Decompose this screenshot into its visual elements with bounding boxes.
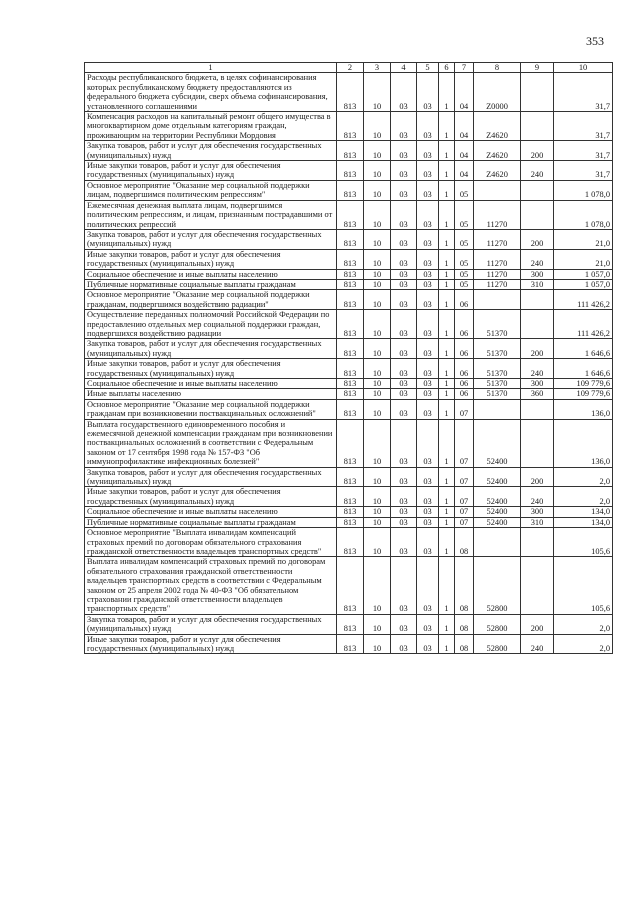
- cell-activity-code: 06: [455, 290, 474, 310]
- cell-target-article-code: 52400: [474, 467, 521, 487]
- cell-activity-code: 08: [455, 614, 474, 634]
- cell-subsection-code: 03: [391, 517, 417, 527]
- row-description: Ежемесячная денежная выплата лицам, подвергшимся политическим репрессиям, и лицам, признанным пострадавшими от политических репрессий: [85, 200, 337, 229]
- cell-amount: 2,0: [554, 634, 613, 654]
- table-row: [85, 180, 613, 200]
- cell-program-code: 03: [417, 399, 439, 419]
- cell-section-code: 10: [364, 180, 391, 200]
- table-row: [85, 200, 613, 229]
- column-header: 10: [554, 63, 613, 73]
- table-row: [85, 528, 613, 557]
- cell-section-code: 10: [364, 161, 391, 181]
- cell-subprogram-code: 1: [439, 200, 455, 229]
- column-header: 5: [417, 63, 439, 73]
- cell-activity-code: 06: [455, 359, 474, 379]
- cell-ministry-code: 813: [337, 249, 364, 269]
- cell-subprogram-code: 1: [439, 279, 455, 289]
- cell-ministry-code: 813: [337, 359, 364, 379]
- cell-target-article-code: 11270: [474, 279, 521, 289]
- cell-subprogram-code: 1: [439, 467, 455, 487]
- table-row: [85, 310, 613, 339]
- column-header: 2: [337, 63, 364, 73]
- cell-target-article-code: [474, 399, 521, 419]
- cell-activity-code: 06: [455, 389, 474, 399]
- cell-section-code: 10: [364, 419, 391, 467]
- cell-amount: 1 078,0: [554, 180, 613, 200]
- cell-program-code: 03: [417, 528, 439, 557]
- cell-subprogram-code: 1: [439, 379, 455, 389]
- cell-subprogram-code: 1: [439, 419, 455, 467]
- cell-expense-type-code: 360: [521, 389, 554, 399]
- cell-ministry-code: 813: [337, 339, 364, 359]
- cell-target-article-code: 51370: [474, 379, 521, 389]
- table-row: [85, 269, 613, 279]
- cell-expense-type-code: [521, 419, 554, 467]
- cell-expense-type-code: [521, 200, 554, 229]
- cell-section-code: 10: [364, 359, 391, 379]
- cell-target-article-code: 11270: [474, 200, 521, 229]
- cell-subprogram-code: 1: [439, 249, 455, 269]
- cell-expense-type-code: 200: [521, 229, 554, 249]
- cell-expense-type-code: 240: [521, 249, 554, 269]
- row-description: Иные закупки товаров, работ и услуг для обеспечения государственных (муниципальных) нужд: [85, 161, 337, 181]
- cell-ministry-code: 813: [337, 161, 364, 181]
- cell-activity-code: 08: [455, 528, 474, 557]
- cell-program-code: 03: [417, 180, 439, 200]
- cell-expense-type-code: 310: [521, 517, 554, 527]
- cell-program-code: 03: [417, 161, 439, 181]
- cell-activity-code: 04: [455, 73, 474, 112]
- cell-target-article-code: 52400: [474, 487, 521, 507]
- cell-section-code: 10: [364, 112, 391, 141]
- cell-program-code: 03: [417, 249, 439, 269]
- cell-target-article-code: Z0000: [474, 73, 521, 112]
- cell-subsection-code: 03: [391, 180, 417, 200]
- cell-target-article-code: 11270: [474, 269, 521, 279]
- cell-amount: 111 426,2: [554, 290, 613, 310]
- cell-target-article-code: 51370: [474, 389, 521, 399]
- column-header: 3: [364, 63, 391, 73]
- row-description: Расходы республиканского бюджета, в целях софинансирования которых республиканскому бюджету предоставляются из федерального бюджета субсидии, сверх объема софинансирования, установленного соглашениями: [85, 73, 337, 112]
- row-description: Закупка товаров, работ и услуг для обеспечения государственных (муниципальных) нужд: [85, 229, 337, 249]
- row-description: Публичные нормативные социальные выплаты гражданам: [85, 279, 337, 289]
- cell-target-article-code: 52400: [474, 419, 521, 467]
- row-description: Основное мероприятие "Оказание мер социальной поддержки гражданам, подвергшимся воздействию радиации": [85, 290, 337, 310]
- cell-ministry-code: 813: [337, 290, 364, 310]
- cell-target-article-code: [474, 290, 521, 310]
- cell-target-article-code: 51370: [474, 310, 521, 339]
- cell-ministry-code: 813: [337, 379, 364, 389]
- cell-expense-type-code: [521, 557, 554, 614]
- cell-subprogram-code: 1: [439, 517, 455, 527]
- cell-amount: 111 426,2: [554, 310, 613, 339]
- cell-program-code: 03: [417, 73, 439, 112]
- cell-subsection-code: 03: [391, 507, 417, 517]
- cell-subprogram-code: 1: [439, 507, 455, 517]
- cell-program-code: 03: [417, 310, 439, 339]
- cell-subsection-code: 03: [391, 359, 417, 379]
- cell-amount: 109 779,6: [554, 389, 613, 399]
- cell-expense-type-code: 240: [521, 161, 554, 181]
- cell-amount: 136,0: [554, 399, 613, 419]
- cell-subprogram-code: 1: [439, 141, 455, 161]
- page-number: 353: [586, 34, 604, 48]
- cell-amount: 1 646,6: [554, 339, 613, 359]
- cell-activity-code: 04: [455, 161, 474, 181]
- row-description: Осуществление переданных полномочий Российской Федерации по предоставлению отдельных мер социальной поддержки граждан, подвергшихся воздействию радиации: [85, 310, 337, 339]
- cell-subprogram-code: 1: [439, 112, 455, 141]
- cell-subprogram-code: 1: [439, 614, 455, 634]
- cell-subsection-code: 03: [391, 112, 417, 141]
- cell-activity-code: 05: [455, 269, 474, 279]
- cell-target-article-code: 11270: [474, 249, 521, 269]
- row-description: Иные закупки товаров, работ и услуг для обеспечения государственных (муниципальных) нужд: [85, 487, 337, 507]
- table-row: [85, 249, 613, 269]
- cell-subsection-code: 03: [391, 269, 417, 279]
- cell-ministry-code: 813: [337, 419, 364, 467]
- cell-subprogram-code: 1: [439, 399, 455, 419]
- cell-section-code: 10: [364, 399, 391, 419]
- cell-activity-code: 07: [455, 487, 474, 507]
- cell-activity-code: 06: [455, 339, 474, 359]
- cell-amount: 31,7: [554, 141, 613, 161]
- cell-subsection-code: 03: [391, 290, 417, 310]
- cell-program-code: 03: [417, 229, 439, 249]
- cell-target-article-code: [474, 528, 521, 557]
- cell-expense-type-code: 300: [521, 507, 554, 517]
- table-row: [85, 389, 613, 399]
- table-row: [85, 517, 613, 527]
- cell-subsection-code: 03: [391, 467, 417, 487]
- cell-activity-code: 04: [455, 112, 474, 141]
- cell-ministry-code: 813: [337, 399, 364, 419]
- cell-target-article-code: 51370: [474, 339, 521, 359]
- cell-subprogram-code: 1: [439, 73, 455, 112]
- row-description: Социальное обеспечение и иные выплаты населению: [85, 507, 337, 517]
- cell-amount: 134,0: [554, 517, 613, 527]
- table-row: [85, 399, 613, 419]
- cell-amount: 105,6: [554, 557, 613, 614]
- column-header: 8: [474, 63, 521, 73]
- cell-activity-code: 06: [455, 379, 474, 389]
- cell-program-code: 03: [417, 141, 439, 161]
- cell-target-article-code: 52800: [474, 614, 521, 634]
- cell-section-code: 10: [364, 614, 391, 634]
- cell-expense-type-code: 200: [521, 614, 554, 634]
- cell-amount: 21,0: [554, 249, 613, 269]
- cell-ministry-code: 813: [337, 279, 364, 289]
- cell-section-code: 10: [364, 290, 391, 310]
- cell-subprogram-code: 1: [439, 557, 455, 614]
- table-row: [85, 229, 613, 249]
- table-row: [85, 614, 613, 634]
- cell-ministry-code: 813: [337, 269, 364, 279]
- column-header: 4: [391, 63, 417, 73]
- cell-expense-type-code: [521, 310, 554, 339]
- cell-amount: 2,0: [554, 614, 613, 634]
- table-row: [85, 161, 613, 181]
- table-row: [85, 359, 613, 379]
- row-description: Закупка товаров, работ и услуг для обеспечения государственных (муниципальных) нужд: [85, 339, 337, 359]
- cell-section-code: 10: [364, 279, 391, 289]
- row-description: Закупка товаров, работ и услуг для обеспечения государственных (муниципальных) нужд: [85, 614, 337, 634]
- cell-section-code: 10: [364, 557, 391, 614]
- cell-subsection-code: 03: [391, 339, 417, 359]
- cell-amount: 1 078,0: [554, 200, 613, 229]
- cell-subprogram-code: 1: [439, 487, 455, 507]
- cell-activity-code: 08: [455, 557, 474, 614]
- cell-expense-type-code: 200: [521, 467, 554, 487]
- cell-program-code: 03: [417, 389, 439, 399]
- row-description: Социальное обеспечение и иные выплаты населению: [85, 269, 337, 279]
- cell-expense-type-code: [521, 180, 554, 200]
- cell-activity-code: 07: [455, 399, 474, 419]
- table-row: [85, 290, 613, 310]
- cell-program-code: 03: [417, 200, 439, 229]
- cell-subprogram-code: 1: [439, 528, 455, 557]
- cell-expense-type-code: [521, 528, 554, 557]
- cell-section-code: 10: [364, 517, 391, 527]
- cell-subprogram-code: 1: [439, 339, 455, 359]
- cell-subsection-code: 03: [391, 141, 417, 161]
- cell-program-code: 03: [417, 614, 439, 634]
- row-description: Закупка товаров, работ и услуг для обеспечения государственных (муниципальных) нужд: [85, 467, 337, 487]
- cell-expense-type-code: [521, 290, 554, 310]
- cell-subsection-code: 03: [391, 487, 417, 507]
- cell-section-code: 10: [364, 487, 391, 507]
- cell-expense-type-code: 310: [521, 279, 554, 289]
- cell-section-code: 10: [364, 507, 391, 517]
- cell-subsection-code: 03: [391, 279, 417, 289]
- cell-subprogram-code: 1: [439, 310, 455, 339]
- cell-ministry-code: 813: [337, 229, 364, 249]
- cell-activity-code: 07: [455, 517, 474, 527]
- cell-amount: 105,6: [554, 528, 613, 557]
- cell-ministry-code: 813: [337, 507, 364, 517]
- cell-expense-type-code: [521, 399, 554, 419]
- row-description: Основное мероприятие "Оказание мер социальной поддержки лицам, подвергшимся политическим репрессиям": [85, 180, 337, 200]
- cell-program-code: 03: [417, 269, 439, 279]
- cell-subsection-code: 03: [391, 389, 417, 399]
- cell-activity-code: 05: [455, 279, 474, 289]
- table-row: [85, 379, 613, 389]
- cell-subprogram-code: 1: [439, 290, 455, 310]
- row-description: Публичные нормативные социальные выплаты гражданам: [85, 517, 337, 527]
- cell-ministry-code: 813: [337, 112, 364, 141]
- cell-target-article-code: 52800: [474, 557, 521, 614]
- cell-ministry-code: 813: [337, 389, 364, 399]
- cell-target-article-code: [474, 180, 521, 200]
- cell-section-code: 10: [364, 528, 391, 557]
- cell-ministry-code: 813: [337, 487, 364, 507]
- column-header: 9: [521, 63, 554, 73]
- cell-amount: 1 057,0: [554, 269, 613, 279]
- cell-activity-code: 07: [455, 419, 474, 467]
- cell-subsection-code: 03: [391, 161, 417, 181]
- column-header: 6: [439, 63, 455, 73]
- cell-expense-type-code: 300: [521, 269, 554, 279]
- table-row: [85, 419, 613, 467]
- cell-subsection-code: 03: [391, 419, 417, 467]
- cell-subprogram-code: 1: [439, 161, 455, 181]
- row-description: Компенсация расходов на капитальный ремонт общего имущества в многоквартирном доме отдельным категориям граждан, проживающим на территории Республики Мордовия: [85, 112, 337, 141]
- cell-subsection-code: 03: [391, 528, 417, 557]
- cell-activity-code: 05: [455, 180, 474, 200]
- cell-section-code: 10: [364, 389, 391, 399]
- cell-subsection-code: 03: [391, 229, 417, 249]
- cell-section-code: 10: [364, 229, 391, 249]
- cell-program-code: 03: [417, 339, 439, 359]
- cell-target-article-code: 51370: [474, 359, 521, 379]
- cell-ministry-code: 813: [337, 73, 364, 112]
- cell-program-code: 03: [417, 634, 439, 654]
- cell-subsection-code: 03: [391, 200, 417, 229]
- row-description: Иные закупки товаров, работ и услуг для обеспечения государственных (муниципальных) нужд: [85, 249, 337, 269]
- cell-expense-type-code: 240: [521, 487, 554, 507]
- cell-program-code: 03: [417, 359, 439, 379]
- cell-target-article-code: 52800: [474, 634, 521, 654]
- cell-ministry-code: 813: [337, 557, 364, 614]
- cell-section-code: 10: [364, 379, 391, 389]
- cell-ministry-code: 813: [337, 180, 364, 200]
- table-row: [85, 112, 613, 141]
- table-row: [85, 557, 613, 614]
- cell-expense-type-code: [521, 73, 554, 112]
- cell-subsection-code: 03: [391, 614, 417, 634]
- cell-expense-type-code: 200: [521, 141, 554, 161]
- budget-table: [84, 62, 613, 654]
- table-row: [85, 73, 613, 112]
- cell-subprogram-code: 1: [439, 180, 455, 200]
- cell-subprogram-code: 1: [439, 269, 455, 279]
- cell-section-code: 10: [364, 200, 391, 229]
- cell-target-article-code: 52400: [474, 517, 521, 527]
- row-description: Иные закупки товаров, работ и услуг для обеспечения государственных (муниципальных) нужд: [85, 359, 337, 379]
- cell-subsection-code: 03: [391, 73, 417, 112]
- column-header: 1: [85, 63, 337, 73]
- cell-ministry-code: 813: [337, 634, 364, 654]
- cell-amount: 31,7: [554, 161, 613, 181]
- cell-program-code: 03: [417, 557, 439, 614]
- cell-ministry-code: 813: [337, 517, 364, 527]
- cell-subprogram-code: 1: [439, 389, 455, 399]
- cell-program-code: 03: [417, 507, 439, 517]
- cell-ministry-code: 813: [337, 141, 364, 161]
- cell-target-article-code: Z4620: [474, 112, 521, 141]
- cell-amount: 2,0: [554, 487, 613, 507]
- cell-program-code: 03: [417, 379, 439, 389]
- cell-section-code: 10: [364, 269, 391, 279]
- cell-ministry-code: 813: [337, 200, 364, 229]
- cell-section-code: 10: [364, 634, 391, 654]
- cell-amount: 2,0: [554, 467, 613, 487]
- table-row: [85, 507, 613, 517]
- cell-target-article-code: 11270: [474, 229, 521, 249]
- cell-activity-code: 05: [455, 200, 474, 229]
- cell-target-article-code: Z4620: [474, 141, 521, 161]
- cell-program-code: 03: [417, 467, 439, 487]
- table-row: [85, 279, 613, 289]
- cell-subsection-code: 03: [391, 557, 417, 614]
- cell-subsection-code: 03: [391, 634, 417, 654]
- cell-amount: 109 779,6: [554, 379, 613, 389]
- cell-program-code: 03: [417, 419, 439, 467]
- cell-amount: 1 646,6: [554, 359, 613, 379]
- cell-activity-code: 04: [455, 141, 474, 161]
- cell-program-code: 03: [417, 279, 439, 289]
- row-description: Иные закупки товаров, работ и услуг для обеспечения государственных (муниципальных) нужд: [85, 634, 337, 654]
- cell-amount: 136,0: [554, 419, 613, 467]
- cell-section-code: 10: [364, 141, 391, 161]
- cell-section-code: 10: [364, 467, 391, 487]
- cell-activity-code: 05: [455, 249, 474, 269]
- cell-program-code: 03: [417, 112, 439, 141]
- cell-program-code: 03: [417, 517, 439, 527]
- table-row: [85, 339, 613, 359]
- column-header: 7: [455, 63, 474, 73]
- cell-program-code: 03: [417, 487, 439, 507]
- cell-ministry-code: 813: [337, 614, 364, 634]
- cell-subsection-code: 03: [391, 249, 417, 269]
- cell-target-article-code: Z4620: [474, 161, 521, 181]
- row-description: Основное мероприятие "Выплата инвалидам компенсаций страховых премий по договорам обязательного страхования гражданской ответственности владельцев транспортных средств": [85, 528, 337, 557]
- cell-ministry-code: 813: [337, 528, 364, 557]
- cell-amount: 31,7: [554, 73, 613, 112]
- cell-activity-code: 08: [455, 634, 474, 654]
- cell-activity-code: 06: [455, 310, 474, 339]
- cell-activity-code: 07: [455, 507, 474, 517]
- cell-subsection-code: 03: [391, 379, 417, 389]
- table-row: [85, 467, 613, 487]
- cell-ministry-code: 813: [337, 467, 364, 487]
- row-description: Выплата государственного единовременного пособия и ежемесячной денежной компенсации гражданам при возникновении поствакцинальных осложнений в соответствии с Федеральным законом от 17 сентября 1998 года № 157-ФЗ "Об иммунопрофилактике инфекционных болезней": [85, 419, 337, 467]
- row-description: Основное мероприятие "Оказание мер социальной поддержки гражданам при возникновении поствакцинальных осложнений": [85, 399, 337, 419]
- cell-amount: 31,7: [554, 112, 613, 141]
- cell-expense-type-code: 240: [521, 359, 554, 379]
- row-description: Выплата инвалидам компенсаций страховых премий по договорам обязательного страхования гражданской ответственности владельцев транспортных средств в соответствии с Федеральным законом от 25 апреля 2002 года № 40-ФЗ "Об обязательном страховании гражданской ответственности владельцев транспортных средств": [85, 557, 337, 614]
- cell-activity-code: 07: [455, 467, 474, 487]
- table-row: [85, 141, 613, 161]
- cell-expense-type-code: 200: [521, 339, 554, 359]
- cell-expense-type-code: 300: [521, 379, 554, 389]
- row-description: Закупка товаров, работ и услуг для обеспечения государственных (муниципальных) нужд: [85, 141, 337, 161]
- cell-subprogram-code: 1: [439, 634, 455, 654]
- cell-activity-code: 05: [455, 229, 474, 249]
- cell-section-code: 10: [364, 249, 391, 269]
- cell-target-article-code: 52400: [474, 507, 521, 517]
- cell-expense-type-code: [521, 112, 554, 141]
- table-row: [85, 487, 613, 507]
- cell-ministry-code: 813: [337, 310, 364, 339]
- row-description: Социальное обеспечение и иные выплаты населению: [85, 379, 337, 389]
- cell-subprogram-code: 1: [439, 359, 455, 379]
- table-row: [85, 634, 613, 654]
- cell-amount: 134,0: [554, 507, 613, 517]
- cell-subprogram-code: 1: [439, 229, 455, 249]
- cell-section-code: 10: [364, 73, 391, 112]
- cell-amount: 1 057,0: [554, 279, 613, 289]
- cell-program-code: 03: [417, 290, 439, 310]
- cell-section-code: 10: [364, 339, 391, 359]
- cell-subsection-code: 03: [391, 399, 417, 419]
- cell-section-code: 10: [364, 310, 391, 339]
- cell-subsection-code: 03: [391, 310, 417, 339]
- row-description: Иные выплаты населению: [85, 389, 337, 399]
- cell-expense-type-code: 240: [521, 634, 554, 654]
- cell-amount: 21,0: [554, 229, 613, 249]
- table-header-row: [85, 63, 613, 73]
